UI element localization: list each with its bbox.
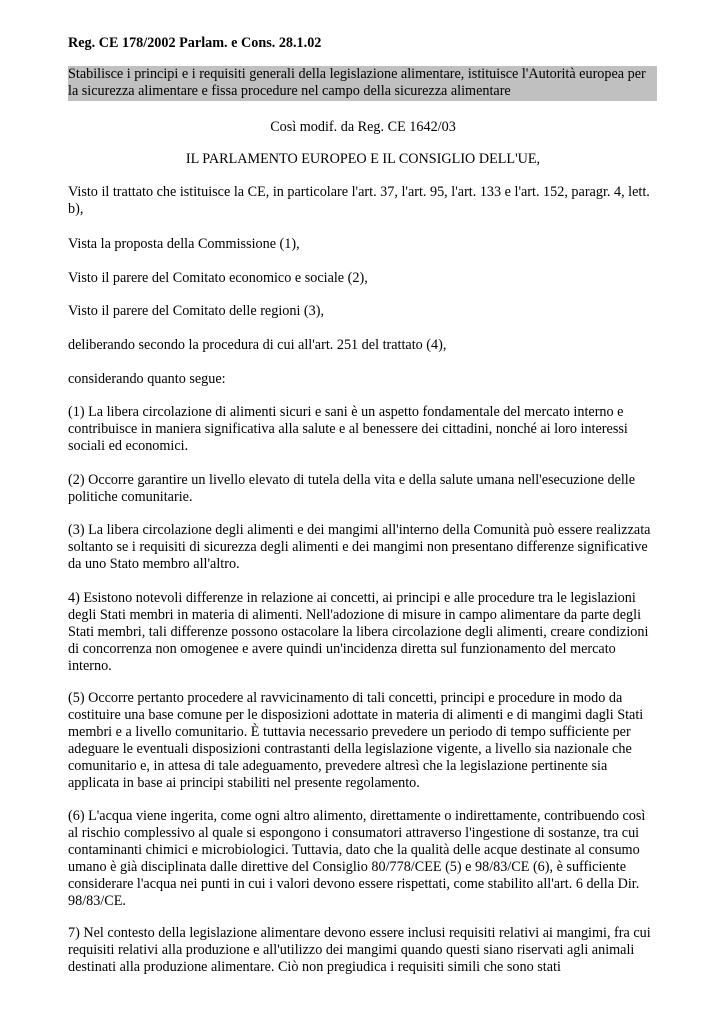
modification-note: Così modif. da Reg. CE 1642/03 <box>270 119 456 135</box>
paragraph: (2) Occorre garantire un livello elevato di tutela della vita e della salute umana nell'esecuzione delle politiche comunitarie. <box>68 472 636 505</box>
paragraph: Visto il parere del Comitato delle regioni (3), <box>68 303 325 319</box>
paragraph: (3) La libera circolazione degli alimenti e dei mangimi all'interno della Comunità può essere realizzata soltanto se i requisiti di sicurezza degli alimenti e dei mangimi non presentano differenze significative da uno Stato membro all'altro. <box>68 522 651 572</box>
paragraph: (1) La libera circolazione di alimenti sicuri e sani è un aspetto fondamentale del mercato interno e contribuisce in maniera significativa alla salute e al benessere dei cittadini, nonché ai loro interessi sociali ed economici. <box>68 404 628 454</box>
paragraph: Visto il parere del Comitato economico e sociale (2), <box>68 270 368 286</box>
document-title: Reg. CE 178/2002 Parlam. e Cons. 28.1.02 <box>68 35 322 51</box>
document-subtitle: Stabilisce i principi e i requisiti generali della legislazione alimentare, istituisce l'Autorità europea per la sicurezza alimentare e fissa procedure nel campo della sicurezza alimentare <box>68 66 657 101</box>
paragraph: deliberando secondo la procedura di cui all'art. 251 del trattato (4), <box>68 337 447 353</box>
paragraph: Visto il trattato che istituisce la CE, in particolare l'art. 37, l'art. 95, l'art. 133 e l'art. 152, paragr. 4, lett. b), <box>68 184 650 217</box>
paragraph: 7) Nel contesto della legislazione alimentare devono essere inclusi requisiti relativi ai mangimi, fra cui requisiti relativi alla produzione e all'utilizzo dei mangimi quando questi siano riservati agli animali destinati alla produzione alimentare. Ciò non pregiudica i requisiti simili che sono stati <box>68 925 651 975</box>
paragraph: Vista la proposta della Commissione (1), <box>68 236 300 252</box>
paragraph: 4) Esistono notevoli differenze in relazione ai concetti, ai principi e alle procedure tra le legislazioni degli Stati membri in materia di alimenti. Nell'adozione di misure in campo alimentare da parte degli Stati membri, tali differenze possono ostacolare la libera circolazione degli alimenti, creare condizioni di concorrenza non omogenee e avere quindi un'incidenza diretta sul funzionamento del mercato interno. <box>68 590 649 674</box>
paragraph: (6) L'acqua viene ingerita, come ogni altro alimento, direttamente o indirettamente, contribuendo così al rischio complessivo al quale si espongono i consumatori attraverso l'ingestione di sostanze, tra cui contaminanti chimici e microbiologici. Tuttavia, dato che la qualità delle acque destinate al consumo umano è già disciplinata dalle direttive del Consiglio 80/778/CEE (5) e 98/83/CE (6), è sufficiente considerare l'acqua nei punti in cui i valori devono essere rispettati, come stabilito all'art. 6 della Dir. 98/83/CE. <box>68 808 646 909</box>
issuing-body: IL PARLAMENTO EUROPEO E IL CONSIGLIO DELL'UE, <box>185 151 541 167</box>
paragraph: (5) Occorre pertanto procedere al ravvicinamento di tali concetti, principi e procedure in modo da costituire una base comune per le disposizioni adottate in materia di alimenti e di mangimi dagli Stati membri e a livello comunitario. È tuttavia necessario prevedere un periodo di tempo sufficiente per adeguare le eventuali disposizioni contrastanti della legislazione vigente, a livello sia nazionale che comunitario e, in attesa di tale adeguamento, prevedere altresì che la legislazione pertinente sia applicata in base ai principi stabiliti nel presente regolamento. <box>68 690 644 791</box>
paragraph: considerando quanto segue: <box>68 371 226 387</box>
